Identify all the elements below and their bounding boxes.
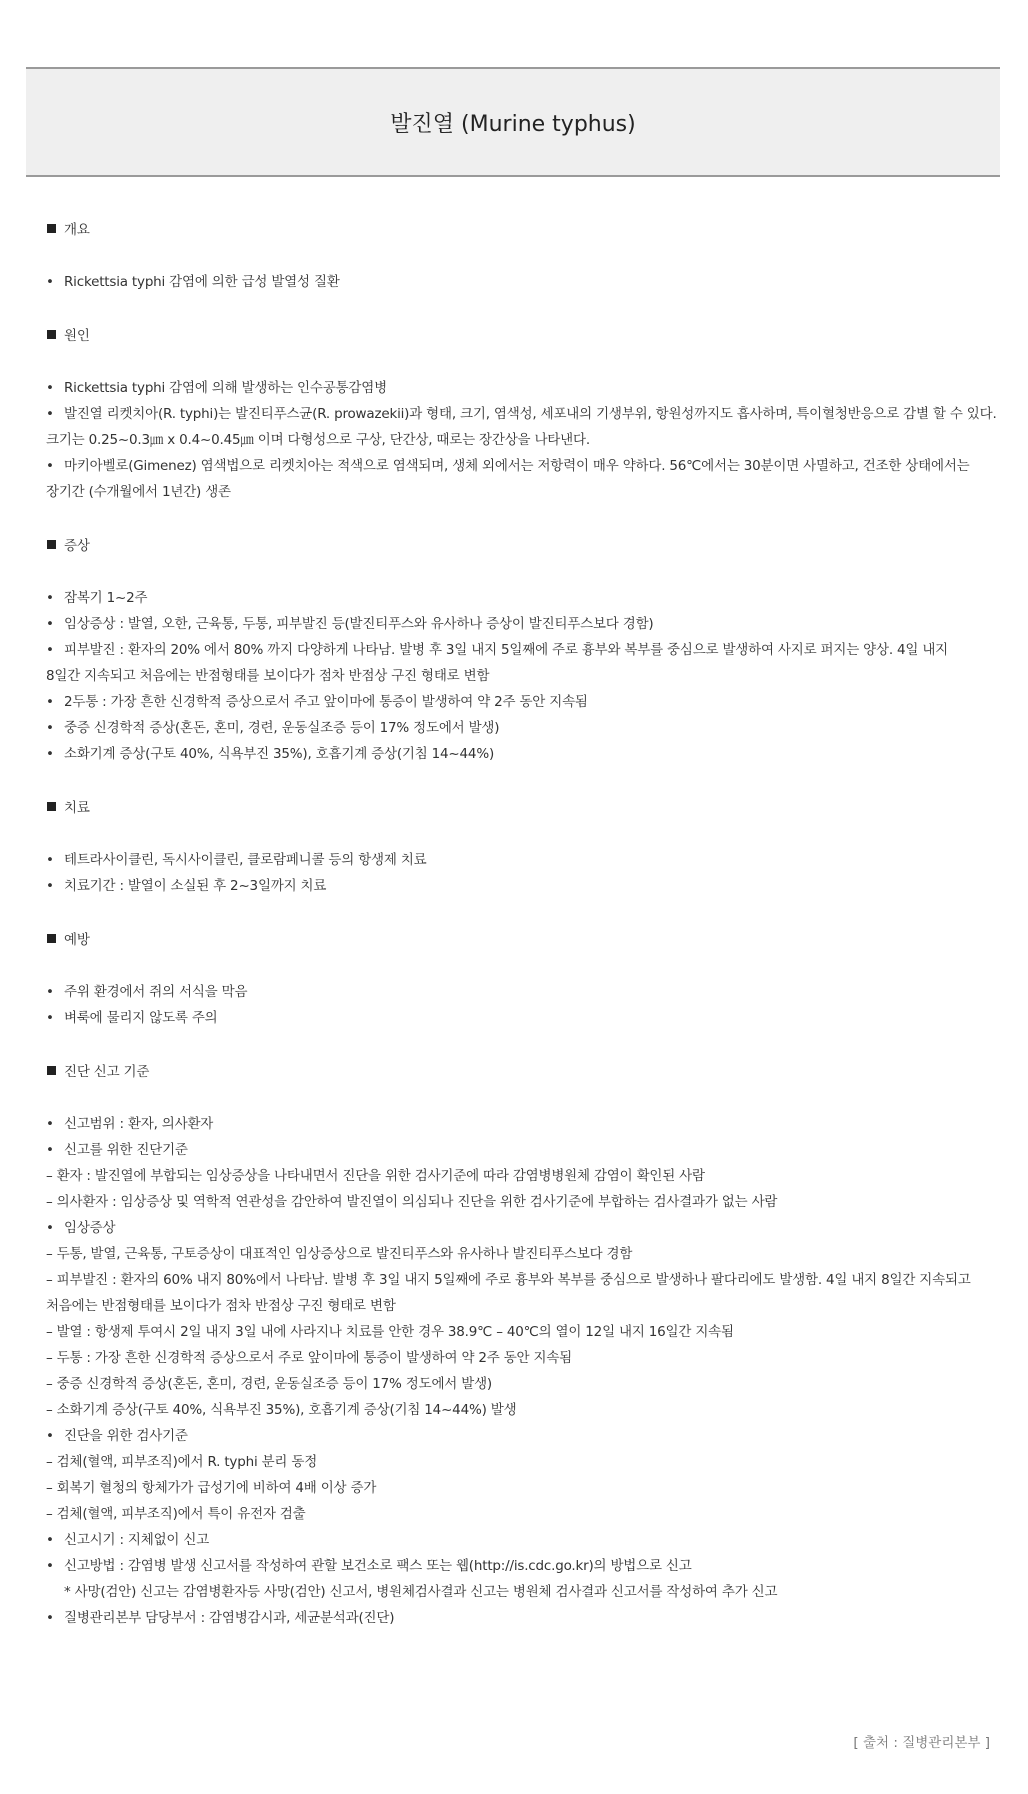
section-heading-symptoms: 증상 (47, 536, 90, 556)
sub-item: – 검체(혈액, 피부조직)에서 R. typhi 분리 동정 (46, 1454, 318, 1470)
list-item: • 소화기계 증상(구토 40%, 식욕부진 35%), 호흡기계 증상(기침 14~44%) (46, 746, 495, 762)
square-bullet-icon (47, 224, 56, 233)
square-bullet-icon (47, 934, 56, 943)
list-item: • Rickettsia typhi 감염에 의해 발생하는 인수공통감염병 (46, 380, 387, 396)
bullet-icon: • (46, 406, 54, 422)
section-heading-treatment: 치료 (47, 798, 90, 818)
list-item-continued: 장기간 (수개월에서 1년간) 생존 (46, 484, 231, 500)
bullet-icon: • (46, 616, 54, 632)
square-bullet-icon (47, 330, 56, 339)
list-item: • 중증 신경학적 증상(혼돈, 혼미, 경련, 운동실조증 등이 17% 정도에서 발생) (46, 720, 500, 736)
square-bullet-icon (47, 540, 56, 549)
sub-item: – 중증 신경학적 증상(혼돈, 혼미, 경련, 운동실조증 등이 17% 정도에서 발생) (46, 1376, 492, 1392)
square-bullet-icon (47, 802, 56, 811)
bullet-icon: • (46, 852, 54, 868)
list-item: • 신고범위 : 환자, 의사환자 (46, 1116, 214, 1132)
bullet-icon: • (46, 274, 54, 290)
note-item: * 사망(검안) 신고는 감염병환자등 사망(검안) 신고서, 병원체검사결과 신고는 병원체 검사결과 신고서를 작성하여 추가 신고 (64, 1584, 778, 1600)
section-heading-prevention: 예방 (47, 930, 90, 950)
bullet-icon: • (46, 720, 54, 736)
list-item: • 치료기간 : 발열이 소실된 후 2~3일까지 치료 (46, 878, 327, 894)
bullet-icon: • (46, 1220, 54, 1236)
bullet-icon: • (46, 1010, 54, 1026)
source-credit: [ 출처 : 질병관리본부 ] (853, 1735, 990, 1751)
list-item: • 주위 환경에서 쥐의 서식을 막음 (46, 984, 248, 1000)
list-item: • Rickettsia typhi 감염에 의한 급성 발열성 질환 (46, 274, 340, 290)
list-item: • 발진열 리켓치아(R. typhi)는 발진티푸스균(R. prowazekii)과 형태, 크기, 염색성, 세포내의 기생부위, 항원성까지도 흡사하며, 특이혈청반응으로 감별 할 수 있다. (46, 406, 997, 422)
square-bullet-icon (47, 1066, 56, 1075)
section-heading-diagnosis: 진단 신고 기준 (47, 1062, 149, 1082)
bullet-icon: • (46, 1428, 54, 1444)
sub-item: – 환자 : 발진열에 부합되는 임상증상을 나타내면서 진단을 위한 검사기준에 따라 감염병병원체 감염이 확인된 사람 (46, 1168, 705, 1184)
sub-item: – 두통, 발열, 근육통, 구토증상이 대표적인 임상증상으로 발진티푸스와 유사하나 발진티푸스보다 경함 (46, 1246, 633, 1262)
bullet-icon: • (46, 694, 54, 710)
list-item: • 진단을 위한 검사기준 (46, 1428, 188, 1444)
bullet-icon: • (46, 746, 54, 762)
page-title: 발진열 (Murine typhus) (390, 111, 636, 137)
list-item: • 신고방법 : 감염병 발생 신고서를 작성하여 관할 보건소로 팩스 또는 웹(http://is.cdc.go.kr)의 방법으로 신고 (46, 1558, 692, 1574)
sub-item: – 소화기계 증상(구토 40%, 식욕부진 35%), 호흡기계 증상(기침 14~44%) 발생 (46, 1402, 517, 1418)
bullet-icon: • (46, 458, 54, 474)
list-item: • 마키아벨로(Gimenez) 염색법으로 리켓치아는 적색으로 염색되며, 생체 외에서는 저항력이 매우 약하다. 56℃에서는 30분이면 사멸하고, 건조한 상태에서는 (46, 458, 970, 474)
list-item: • 신고시기 : 지체없이 신고 (46, 1532, 210, 1548)
sub-item: – 두통 : 가장 흔한 신경학적 증상으로서 주로 앞이마에 통증이 발생하여 약 2주 동안 지속됨 (46, 1350, 572, 1366)
sub-item: – 피부발진 : 환자의 60% 내지 80%에서 나타남. 발병 후 3일 내지 5일째에 주로 흉부와 복부를 중심으로 발생하나 팔다리에도 발생함. 4일 내지 8일간 지속되고 (46, 1272, 971, 1288)
bullet-icon: • (46, 878, 54, 894)
title-box (26, 67, 1000, 177)
list-item: • 임상증상 : 발열, 오한, 근육통, 두통, 피부발진 등(발진티푸스와 유사하나 증상이 발진티푸스보다 경함) (46, 616, 654, 632)
list-item: • 피부발진 : 환자의 20% 에서 80% 까지 다양하게 나타남. 발병 후 3일 내지 5일째에 주로 흉부와 복부를 중심으로 발생하여 사지로 퍼지는 양상. 4일 내지 (46, 642, 949, 658)
bullet-icon: • (46, 1532, 54, 1548)
list-item: • 신고를 위한 진단기준 (46, 1142, 188, 1158)
bullet-icon: • (46, 984, 54, 1000)
sub-item: – 회복기 혈청의 항체가가 급성기에 비하여 4배 이상 증가 (46, 1480, 377, 1496)
bullet-icon: • (46, 642, 54, 658)
list-item: • 테트라사이클린, 독시사이클린, 클로람페니콜 등의 항생제 치료 (46, 852, 427, 868)
bullet-icon: • (46, 1142, 54, 1158)
sub-item: – 발열 : 항생제 투여시 2일 내지 3일 내에 사라지나 치료를 안한 경우 38.9℃ – 40℃의 열이 12일 내지 16일간 지속됨 (46, 1324, 734, 1340)
list-item-continued: 8일간 지속되고 처음에는 반점형태를 보이다가 점차 반점상 구진 형태로 변함 (46, 668, 490, 684)
section-heading-overview: 개요 (47, 220, 90, 240)
bullet-icon: • (46, 1610, 54, 1626)
sub-item: – 검체(혈액, 피부조직)에서 특이 유전자 검출 (46, 1506, 306, 1522)
list-item: • 벼룩에 물리지 않도록 주의 (46, 1010, 218, 1026)
bullet-icon: • (46, 380, 54, 396)
sub-item: – 의사환자 : 임상증상 및 역학적 연관성을 감안하여 발진열이 의심되나 진단을 위한 검사기준에 부합하는 검사결과가 없는 사람 (46, 1194, 778, 1210)
section-heading-cause: 원인 (47, 326, 90, 346)
bullet-icon: • (46, 1116, 54, 1132)
list-item: • 임상증상 (46, 1220, 116, 1236)
sub-item-continued: 처음에는 반점형태를 보이다가 점차 반점상 구진 형태로 변함 (46, 1298, 396, 1314)
list-item: • 질병관리본부 담당부서 : 감염병감시과, 세균분석과(진단) (46, 1610, 395, 1626)
list-item: • 잠복기 1~2주 (46, 590, 148, 606)
bullet-icon: • (46, 1558, 54, 1574)
list-item: • 2두통 : 가장 흔한 신경학적 증상으로서 주고 앞이마에 통증이 발생하여 약 2주 동안 지속됨 (46, 694, 588, 710)
bullet-icon: • (46, 590, 54, 606)
list-item-continued: 크기는 0.25~0.3㎛ x 0.4~0.45㎛ 이며 다형성으로 구상, 단간상, 때로는 장간상을 나타낸다. (46, 432, 590, 448)
